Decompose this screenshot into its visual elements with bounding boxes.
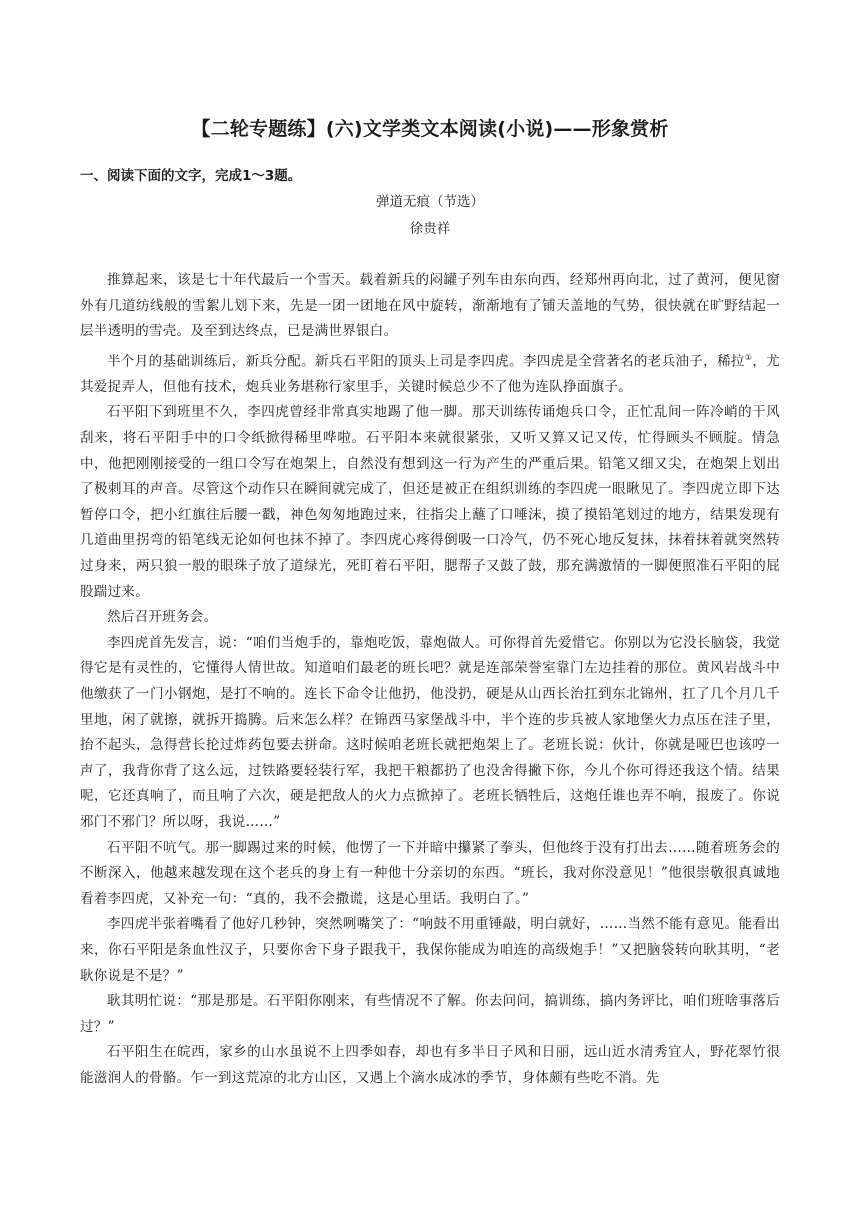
- story-paragraph: 推算起来，该是七十年代最后一个雪天。载着新兵的闷罐子列车由东向西，经郑州再向北，过了黄河，便见窗外有几道纺线般的雪絮儿划下来，先是一团一团地在风中旋转，渐渐地有了铺天盖地的气势，很快就在旷野结起一层半透明的雪壳。及至到达终点，已是满世界银白。: [80, 272, 780, 340]
- story-author: 徐贵祥: [409, 221, 451, 237]
- footnote-marker: ①: [744, 352, 753, 362]
- section-heading: 一、阅读下面的文字，完成1～3题。: [80, 168, 302, 184]
- story-paragraph: 石平阳不吭气。那一脚踢过来的时候，他愣了一下并暗中攥紧了拳头，但他终于没有打出去……随着班务会的不断深入，他越来越发现在这个老兵的身上有一种他十分亲切的东西。“班长，我对你没意见！”他很崇敬很真诚地看着李四虎，又补充一句：“真的，我不会撒谎，这是心里话。我明白了。”: [80, 839, 780, 907]
- page-title: 【二轮专题练】(六)文学类文本阅读(小说)——形象赏析: [191, 118, 669, 140]
- story-paragraph: 石平阳生在皖西，家乡的山水虽说不上四季如春，却也有多半日子风和日丽，远山近水清秀宜人，野花翠竹很能滋润人的骨骼。乍一到这荒凉的北方山区，又遇上个滴水成冰的季节，身体颇有些吃不消。先: [80, 1044, 780, 1086]
- story-paragraph: 李四虎半张着嘴看了他好几秒钟，突然咧嘴笑了：“响鼓不用重锤敲，明白就好，……当然不能有意见。能看出来，你石平阳是条血性汉子，只要你舍下身子跟我干，我保你能成为咱连的高级炮手！”又把脑袋转向耿其明，“老耿你说是不是？”: [80, 916, 780, 984]
- story-body: [80, 268, 780, 1092]
- story-title: 弹道无痕（节选）: [376, 194, 484, 210]
- story-paragraph: 半个月的基础训练后，新兵分配。新兵石平阳的顶头上司是李四虎。李四虎是全营著名的老兵油子，稀拉①，尤其爱捉弄人，但他有技术，炮兵业务堪称行家里手，关键时候总少不了他为连队挣面旗子。: [80, 352, 780, 395]
- story-paragraph: 然后召开班务会。: [107, 609, 218, 626]
- story-paragraph: 耿其明忙说：“那是那是。石平阳你刚来，有些情况不了解。你去问问，搞训练，搞内务评比，咱们班啥事落后过？”: [80, 993, 780, 1035]
- story-paragraph: 石平阳下到班里不久，李四虎曾经非常真实地踢了他一脚。那天训练传诵炮兵口令，正忙乱间一阵冷峭的干风刮来，将石平阳手中的口令纸掀得稀里哗啦。石平阳本来就很紧张，又听又算又记又传，忙得顾头不顾腚。情急中，他把刚刚接受的一组口令写在炮架上，自然没有想到这一行为产生的严重后果。铅笔又细又尖，在炮架上划出了极刺耳的声音。尽管这个动作只在瞬间就完成了，但还是被正在组织训练的李四虎一眼瞅见了。李四虎立即下达暂停口令，把小红旗往后腰一戳，神色匆匆地跑过来，往指尖上蘸了口唾沫，摸了摸铅笔划过的地方，结果发现有几道曲里拐弯的铅笔线无论如何也抹不掉了。李四虎心疼得倒吸一口冷气，仍不死心地反复抹，抹着抹着就突然转过身来，两只狼一般的眼珠子放了道绿光，死盯着石平阳，腮帮子又鼓了鼓，那充满激情的一脚便照准石平阳的屁股踹过来。: [80, 404, 780, 600]
- story-paragraph: 李四虎首先发言，说：“咱们当炮手的，靠炮吃饭，靠炮做人。可你得首先爱惜它。你别以为它没长脑袋，我觉得它是有灵性的，它懂得人情世故。知道咱们最老的班长吧？就是连部荣誉室靠门左边挂着的那位。黄风岩战斗中他缴获了一门小钢炮，是打不响的。连长下命令让他扔，他没扔，硬是从山西长治扛到东北锦州，扛了几个月几千里地，闲了就擦，就拆开捣腾。后来怎么样？在锦西马家堡战斗中，半个连的步兵被人家地堡火力点压在洼子里，抬不起头，急得营长抡过炸药包要去拼命。这时候咱老班长就把炮架上了。老班长说：伙计，你就是哑巴也该哼一声了，我背你背了这么远，过铁路要轻装行军，我把干粮都扔了也没舍得撇下你，今儿个你可得还我这个情。结果呢，它还真响了，而且响了六次，硬是把敌人的火力点掀掉了。老班长牺牲后，这炮任谁也弄不响，报废了。你说邪门不邪门？所以呀，我说……”: [80, 634, 780, 830]
